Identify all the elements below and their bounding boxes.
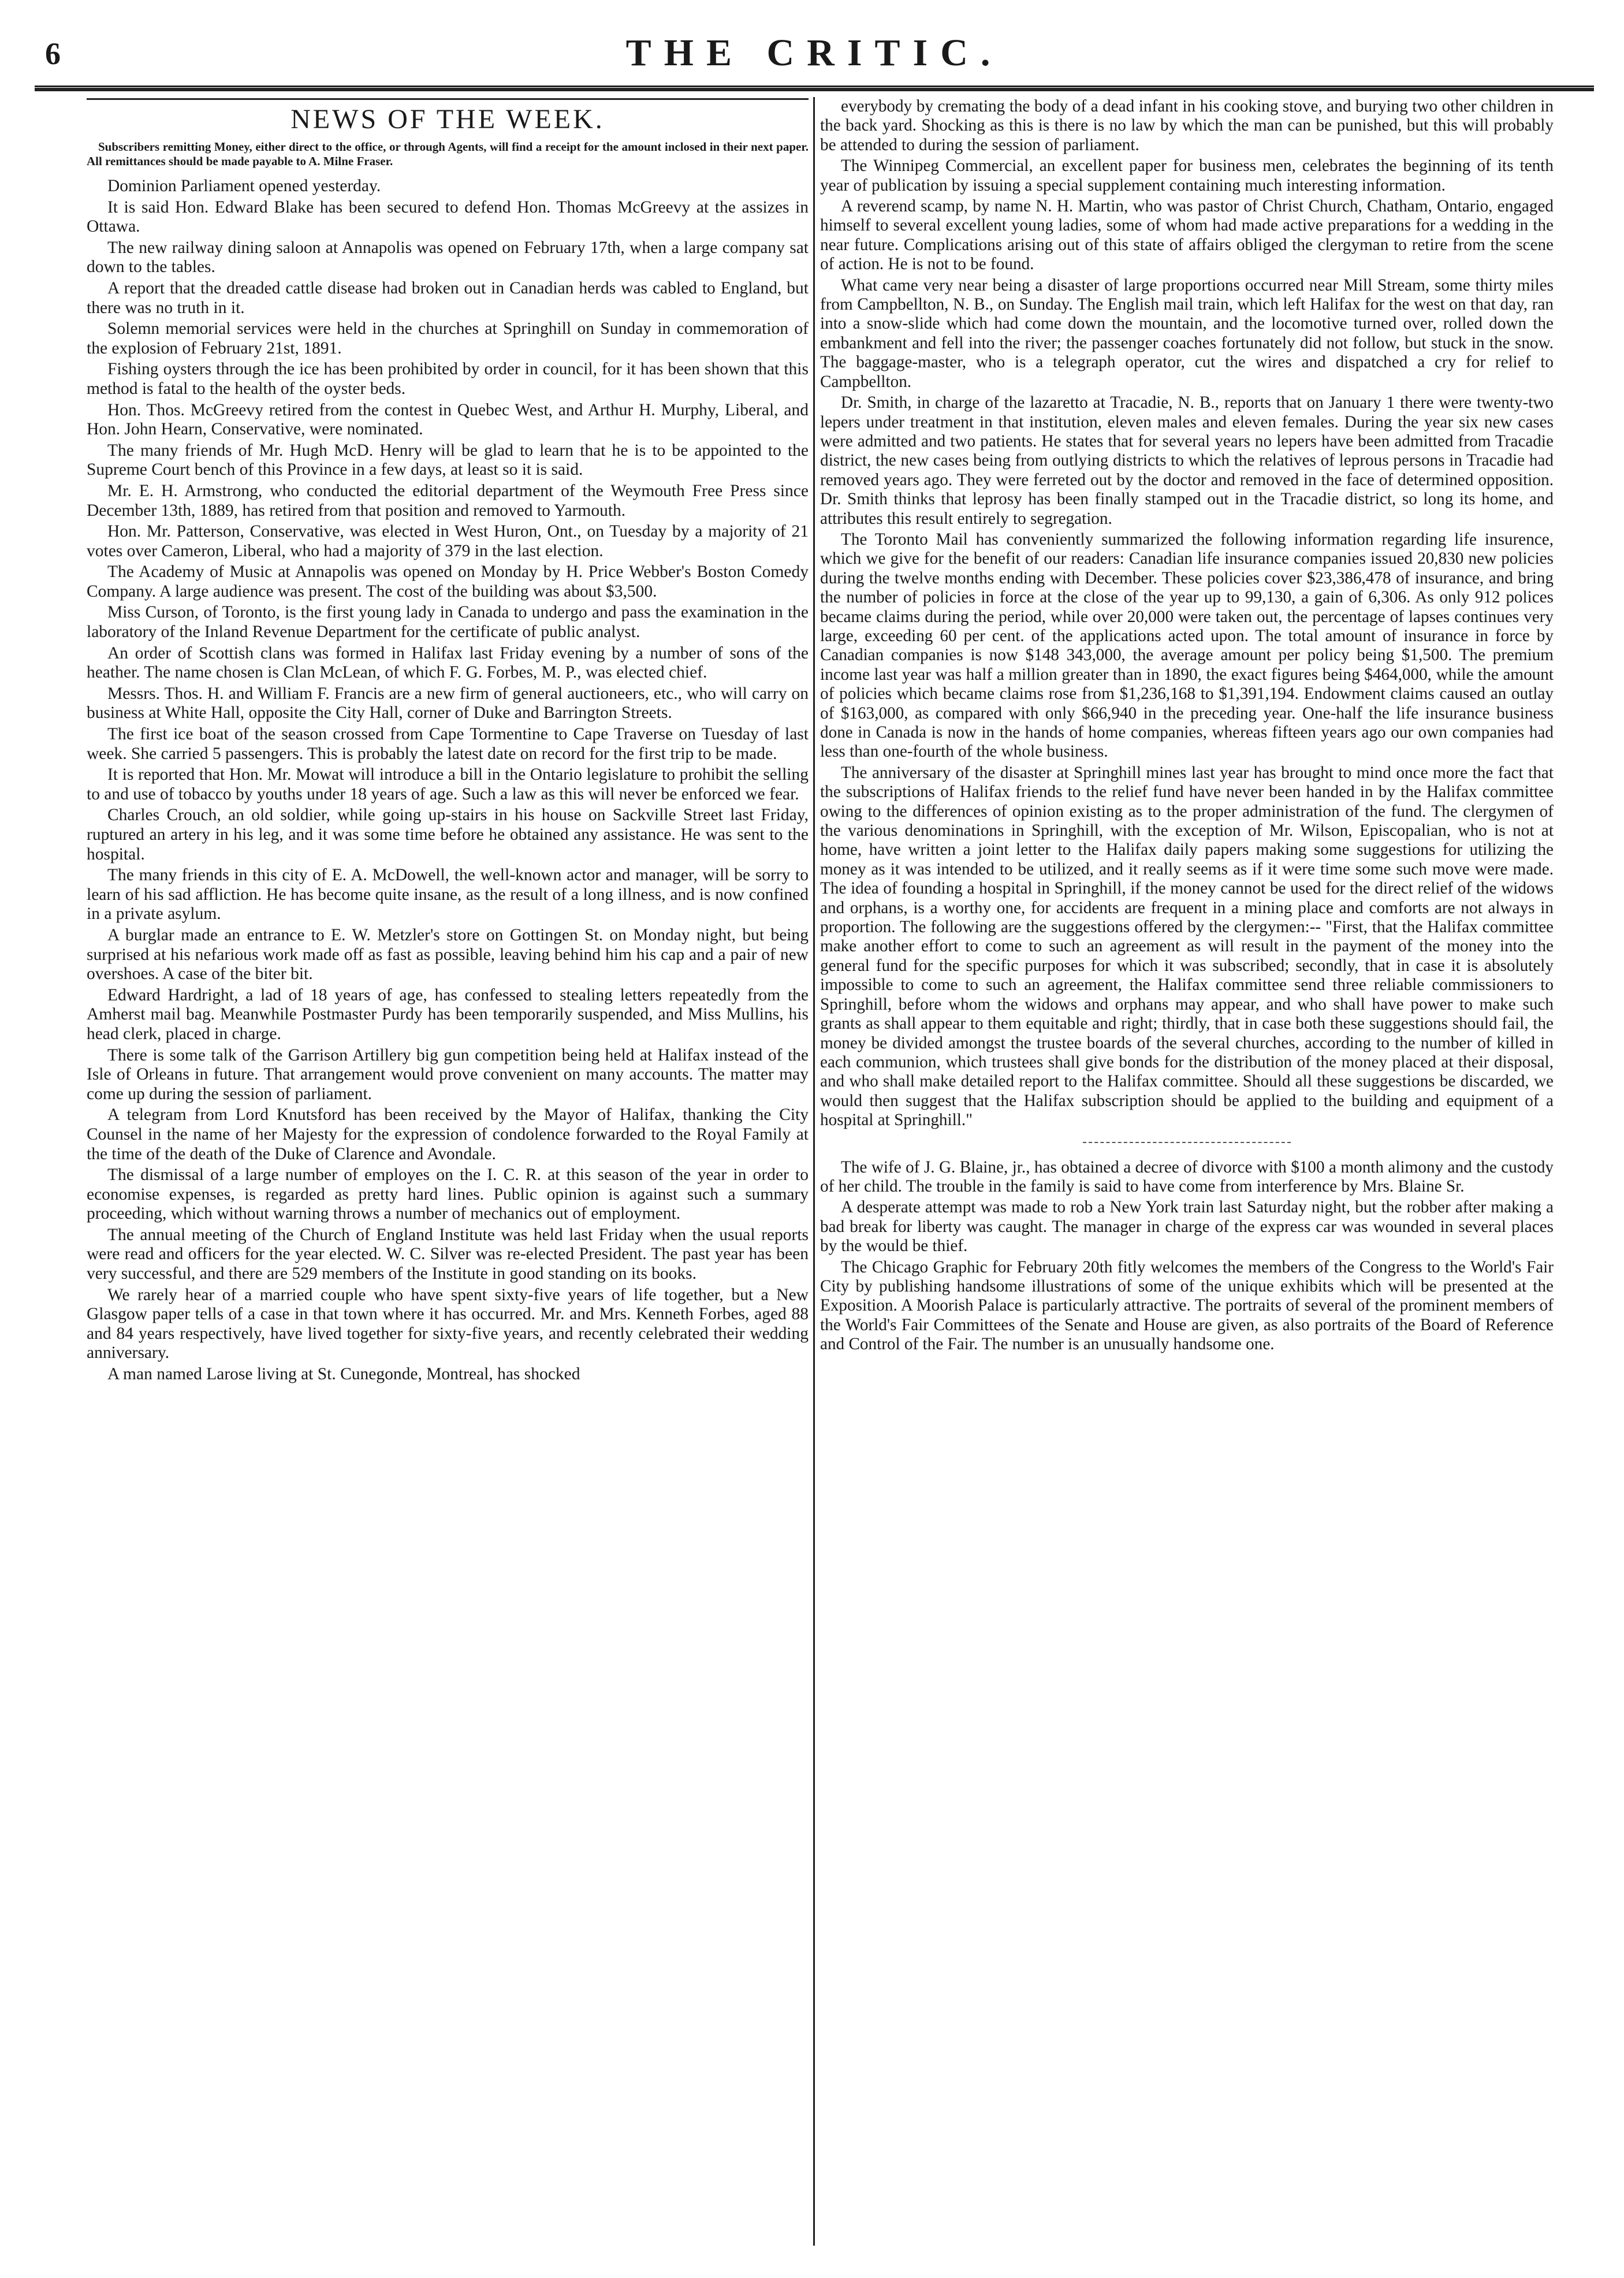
news-item: Miss Curson, of Toronto, is the first young lady in Canada to undergo and pass the examination in the laboratory of the Inland Revenue Department for the certificate of public analyst. (87, 603, 809, 642)
news-item: A man named Larose living at St. Cunegonde, Montreal, has shocked (107, 1365, 580, 1384)
news-item: The Winnipeg Commercial, an excellent paper for business men, celebrates the beginning of its tenth year of publication by issuing a special supplement containing much interesting information. (820, 157, 1554, 195)
news-item: It is reported that Hon. Mr. Mowat will introduce a bill in the Ontario legislature to prohibit the selling to and use of tobacco by youths under 18 years of age. Such a law as this will never be enforced we fear. (87, 765, 809, 803)
news-item: Hon. Mr. Patterson, Conservative, was elected in West Huron, Ont., on Tuesday by a majority of 21 votes over Cameron, Liberal, who had a majority of 379 in the last election. (87, 522, 809, 560)
right-news-list-after-rule (820, 1158, 1554, 1354)
news-item: Solemn memorial services were held in the churches at Springhill on Sunday in commemoration of the explosion of February 21st, 1891. (87, 319, 809, 358)
news-item: The dismissal of a large number of employes on the I. C. R. at this season of the year in order to economise expenses, is regarded as pretty hard lines. Public opinion is against such a summary proceeding, which without warning throws a number of mechanics out of employment. (87, 1166, 809, 1223)
masthead (35, 23, 1594, 87)
section-title: NEWS OF THE WEEK. (87, 98, 809, 135)
news-item: The first ice boat of the season crossed from Cape Tormentine to Cape Traverse on Tuesday of last week. She carried 5 passengers. This is probably the latest date on record for the first trip to be made. (87, 725, 809, 763)
news-item: The annual meeting of the Church of England Institute was held last Friday when the usual reports were read and officers for the year elected. W. C. Silver was re-elected President. The past year has been very successful, and there are 529 members of the Institute in good standing on its books. (87, 1225, 809, 1283)
page-header-title: THE CRITIC. (625, 32, 1003, 74)
news-item: The Academy of Music at Annapolis was opened on Monday by H. Price Webber's Boston Comedy Company. A large audience was present. The cost of the building was about $3,500. (87, 563, 809, 601)
news-item: A telegram from Lord Knutsford has been received by the Mayor of Halifax, thanking the City Counsel in the name of her Majesty for the expression of condolence forwarded to the Royal Family at the time of the death of the Duke of Clarence and Avondale. (87, 1106, 809, 1163)
news-item: Fishing oysters through the ice has been prohibited by order in council, for it has been shown that this method is fatal to the health of the oyster beds. (87, 360, 809, 398)
news-item: everybody by cremating the body of a dead infant in his cooking stove, and burying two other children in the back yard. Shocking as this is there is no law by which the man can be punished, but this will probably be attended to during the session of parliament. (820, 97, 1554, 154)
news-item: The new railway dining saloon at Annapolis was opened on February 17th, when a large company sat down to the tables. (87, 238, 809, 277)
page-number: 6 (45, 36, 61, 71)
news-item: There is some talk of the Garrison Artillery big gun competition being held at Halifax instead of the Isle of Orleans in future. That arrangement would prove convenient on many accounts. The matter may come up during the session of parliament. (87, 1045, 809, 1103)
news-item: We rarely hear of a married couple who have spent sixty-five years of life together, but a New Glasgow paper tells of a case in that town where it has occurred. Mr. and Mrs. Kenneth Forbes, aged 88 and 84 years respectively, have lived together for sixty-five years, and recently celebrated their wedding anniversary. (87, 1285, 809, 1363)
news-item: Mr. E. H. Armstrong, who conducted the editorial department of the Weymouth Free Press since December 13th, 1889, has retired from that position and removed to Yarmouth. (87, 481, 809, 520)
subscriber-notice: Subscribers remitting Money, either direct to the office, or through Agents, will find a receipt for the amount inclosed in their next paper. All remittances should be made payable to A. Milne Fraser. (87, 140, 809, 168)
news-item: It is said Hon. Edward Blake has been secured to defend Hon. Thomas McGreevy at the assizes in Ottawa. (87, 198, 809, 236)
news-item: A report that the dreaded cattle disease had broken out in Canadian herds was cabled to England, but there was no truth in it. (87, 278, 809, 317)
news-item: The many friends in this city of E. A. McDowell, the well-known actor and manager, will be sorry to learn of his sad affliction. He has become quite insane, as the result of a long illness, and is now confined in a private asylum. (87, 866, 809, 924)
news-item: A burglar made an entrance to E. W. Metzler's store on Gottingen St. on Monday night, but being surprised at his nefarious work made off as fast as possible, leaving behind him his cap and a pair of new overshoes. A case of the biter bit. (87, 925, 809, 984)
news-item: The anniversary of the disaster at Springhill mines last year has brought to mind once more the fact that the subscriptions of Halifax friends to the relief fund have never been handed in by the Halifax committee owing to the differences of opinion existing as to the proper administration of the fund. The clergymen of the various denominations in Springhill, with the exception of Mr. Wilson, Episcopalian, who is not at home, have written a joint letter to the Halifax daily papers making some suggestions for utilizing the money as it was intended to be utilized, and it really seems as if it were time some such move were made. The idea of founding a hospital in Springhill, if the money cannot be used for the direct relief of the widows and orphans, is a worthy one, for accidents are frequent in a mining place and comforts are not always in proportion. The following are the suggestions offered by the clergymen:-- "First, that the Halifax committee make another effort to come to such an agreement as will result in the payment of the money into the general fund for the specific purposes for which it was subscribed; secondly, that in case it is absolutely impossible to come to such an agreement, the Halifax committee send three reliable commissioners to Springhill, before whom the widows and orphans may appear, and who shall have power to make such grants as shall appear to them equitable and right; thirdly, that in case both these suggestions should fail, the money be divided amongst the trustee boards of the several churches, according to the number of killed in each communion, which trustees shall give bonds for the distribution of the money placed at their disposal, and who shall make detailed report to the Halifax committee. Should all these suggestions be discarded, we would then suggest that the Halifax subscription should be applied to the building and equipment of a hospital at Springhill." (820, 763, 1554, 1130)
news-item: The wife of J. G. Blaine, jr., has obtained a decree of divorce with $100 a month alimony and the custody of her child. The trouble in the family is said to have come from interference by Mrs. Blaine Sr. (820, 1157, 1554, 1196)
news-item: Charles Crouch, an old soldier, while going up-stairs in his house on Sackville Street last Friday, ruptured an artery in his leg, and it was some time before he obtained any assistance. He was sent to the hospital. (87, 806, 809, 863)
news-item: Edward Hardright, a lad of 18 years of age, has confessed to stealing letters repeatedly from the Amherst mail bag. Meanwhile Postmaster Purdy has been temporarily suspended, and Miss Mullins, his head clerk, placed in charge. (87, 985, 809, 1043)
news-item: The many friends of Mr. Hugh McD. Henry will be glad to learn that he is to be appointed to the Supreme Court bench of this Province in a few days, at least so it is said. (87, 441, 809, 479)
right-column (820, 97, 1554, 2246)
news-item: A desperate attempt was made to rob a New York train last Saturday night, but the robber after making a bad break for liberty was caught. The manager in charge of the express car was wounded in several places by the would be thief. (820, 1198, 1554, 1256)
news-item: Dominion Parliament opened yesterday. (107, 177, 381, 195)
news-item: Dr. Smith, in charge of the lazaretto at Tracadie, N. B., reports that on January 1 there were twenty-two lepers under treatment in that institution, eleven males and eleven females. During the year six new cases were admitted and two patients. He states that for several years no lepers have been admitted from Tracadie district, the new cases being from outlying districts to which the relatives of leprous persons in Tracadie had removed years ago. They were ferreted out by the doctor and removed in the face of determined opposition. Dr. Smith thinks that leprosy has been finally stamped out in the Tracadie district, so long its home, and attributes this result entirely to segregation. (820, 393, 1554, 528)
right-news-list (820, 97, 1554, 1130)
news-item: A reverend scamp, by name N. H. Martin, who was pastor of Christ Church, Chatham, Ontario, engaged himself to several excellent young ladies, some of whom had made active preparations for a wedding in the near future. Complications arising out of this state of affairs obliged the clergyman to retire from the scene of action. He is not to be found. (820, 197, 1554, 274)
news-item: The Toronto Mail has conveniently summarized the following information regarding life insurence, which we give for the benefit of our readers: Canadian life insurance companies issued 20,830 new policies during the twelve months ending with December. These policies cover $23,386,478 of insurance, and bring the number of policies in force at the close of the year up to 99,130, a gain of 6,306. As only 912 polices became claims during the period, while over 20,000 were taken out, the percentage of lapses continues very large, exceeding 60 per cent. of the applications acted upon. The total amount of insurance in force by Canadian companies is now $148 343,000, the average amount per policy being $1,500. The premium income last year was half a million greater than in 1890, the exact figures being $464,000, while the amount of policies which became claims rose from $1,236,168 to $1,391,194. Endowment claims caused an outlay of $163,000, as compared with only $66,940 in the preceding year. One-half the life insurance business done in Canada is now in the hands of home companies, whereas fifteen years ago our own companies had less than one-fourth of the whole business. (820, 530, 1554, 761)
news-item: Hon. Thos. McGreevy retired from the contest in Quebec West, and Arthur H. Murphy, Liberal, and Hon. John Hearn, Conservative, were nominated. (87, 400, 809, 439)
header-rule (35, 85, 1594, 91)
section-rule (1083, 1142, 1291, 1143)
left-news-list (87, 177, 809, 1384)
left-column (87, 97, 809, 2246)
news-item: What came very near being a disaster of large proportions occurred near Mill Stream, some thirty miles from Campbellton, N. B., on Sunday. The English mail train, which left Halifax for the west on that day, ran into a snow-slide which had come down the mountain, and the locomotive turned over, rolled down the embankment and fell into the river; the passenger coaches fortunately did not follow, but stuck in the snow. The baggage-master, who is a telegraph operator, cut the wires and dispatched a cry for relief to Campbellton. (820, 276, 1554, 391)
news-item: Messrs. Thos. H. and William F. Francis are a new firm of general auctioneers, etc., who will carry on business at White Hall, opposite the City Hall, corner of Duke and Barrington Streets. (87, 684, 809, 723)
news-item: The Chicago Graphic for February 20th fitly welcomes the members of the Congress to the World's Fair City by publishing handsome illustrations of some of the unique exhibits which will be presented at the Exposition. A Moorish Palace is particularly attractive. The portraits of several of the prominent members of the World's Fair Committees of the Senate and House are given, as also portraits of the Board of Reference and Control of the Fair. The number is an unusually handsome one. (820, 1257, 1554, 1354)
news-item: An order of Scottish clans was formed in Halifax last Friday evening by a number of sons of the heather. The name chosen is Clan McLean, of which F. G. Forbes, M. P., was elected chief. (87, 643, 809, 682)
column-divider (813, 97, 815, 2246)
